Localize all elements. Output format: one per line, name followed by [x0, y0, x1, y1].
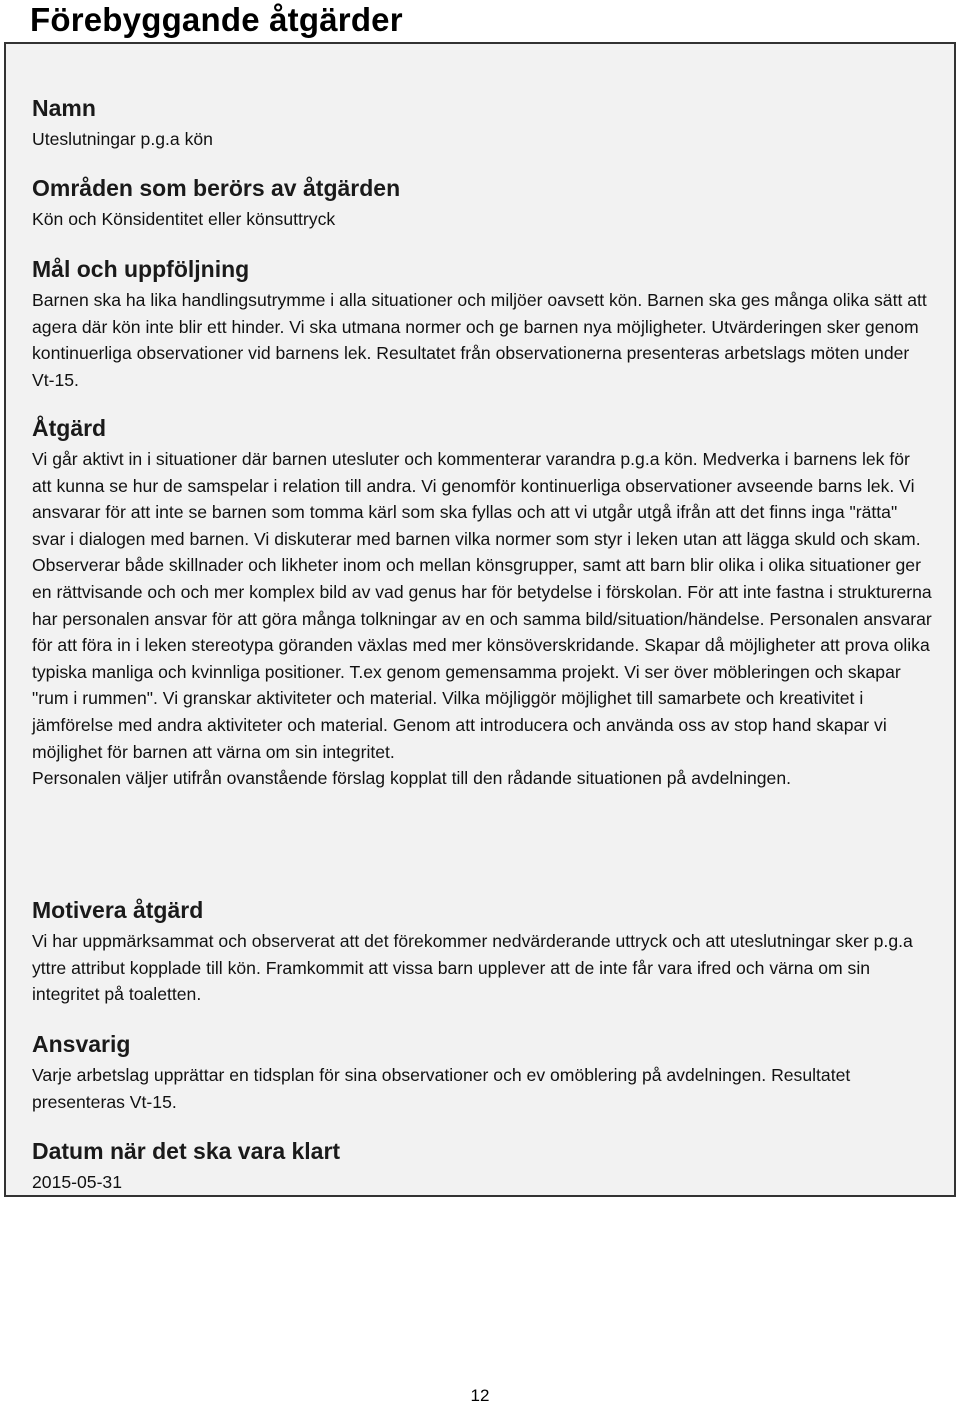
- measure-panel: [4, 42, 956, 1197]
- section-atgard: [32, 414, 934, 792]
- section-body-note: Personalen väljer utifrån ovanstående förslag kopplat till den rådande situationen på avdelningen.: [32, 768, 792, 789]
- section-heading: Namn: [32, 95, 96, 121]
- section-namn: [32, 94, 934, 153]
- section-ansvarig: [32, 1030, 934, 1115]
- section-motivera-atgard: [32, 896, 934, 1008]
- section-body: Uteslutningar p.g.a kön: [32, 129, 213, 149]
- section-heading: Mål och uppföljning: [32, 256, 250, 282]
- section-heading: Datum när det ska vara klart: [32, 1138, 341, 1164]
- section-omraden: [32, 174, 934, 233]
- section-body: Varje arbetslag upprättar en tidsplan för sina observationer och ev omöblering på avdelningen. Resultatet presenteras Vt-15.: [32, 1065, 851, 1112]
- section-body: Vi går aktivt in i situationer där barnen utesluter och kommenterar varandra p.g.a kön. Medverka i barnens lek för att kunna se hur de samspelar i relation till andra. Vi genomför kontinuerliga observationer avseende barns lek. Vi ansvarar för att inte se barnen som tomma kärl som ska fyllas och att vi utgår utgå ifrån att det finns inga "rätta" svar i dialogen med barnen. Vi diskuterar med barnen vilka normer som styr i leken utan att lägga skuld och skam. Observerar både skillnader och likheter inom och mellan könsgrupper, samt att barn blir olika i olika situationer ger en rättvisande och och mer komplex bild av vad genus har för betydelse i förskolan. För att inte fastna i strukturerna har personalen ansvar för att göra många tolkningar av en och samma bild/situation/händelse. Personalen ansvarar för att föra in i leken stereotypa göranden växlas med mer könsöverskridande. Skapar då möjligheter att prova olika typiska manliga och kvinnliga positioner. T.ex genom gemensamma projekt. Vi ser över möbleringen och skapar "rum i rummen". Vi granskar aktiviteter och material. Vilka möjliggör möjlighet till samarbete och kreativitet i jämförelse med andra aktiviteter och material. Genom att introducera och använda oss av stop hand skapar vi möjlighet för barnen att värna om sin integritet.: [32, 449, 932, 762]
- section-heading: Ansvarig: [32, 1031, 131, 1057]
- page-number: 12: [470, 1386, 490, 1405]
- page-title: Förebyggande åtgärder: [30, 1, 403, 38]
- section-datum: [32, 1137, 934, 1196]
- section-heading: Motivera åtgärd: [32, 897, 204, 923]
- section-mal-och-uppfoljning: [32, 255, 934, 393]
- section-heading: Åtgärd: [32, 415, 107, 441]
- section-body: 2015-05-31: [32, 1172, 122, 1192]
- section-body: Barnen ska ha lika handlingsutrymme i alla situationer och miljöer oavsett kön. Barnen ska ges många olika sätt att agera där kön inte blir ett hinder. Vi ska utmana normer och ge barnen nya möjligheter. Utvärderingen sker genom kontinuerliga observationer vid barnens lek. Resultatet från observationerna presenteras arbetslags möten under Vt-15.: [32, 290, 927, 390]
- section-body: Kön och Könsidentitet eller könsuttryck: [32, 209, 336, 229]
- section-heading: Områden som berörs av åtgärden: [32, 175, 401, 201]
- section-body: Vi har uppmärksammat och observerat att det förekommer nedvärderande uttryck och att uteslutningar sker p.g.a yttre attribut kopplade till kön. Framkommit att vissa barn upplever att de inte får vara ifred och värna om sin integritet på toaletten.: [32, 931, 913, 1005]
